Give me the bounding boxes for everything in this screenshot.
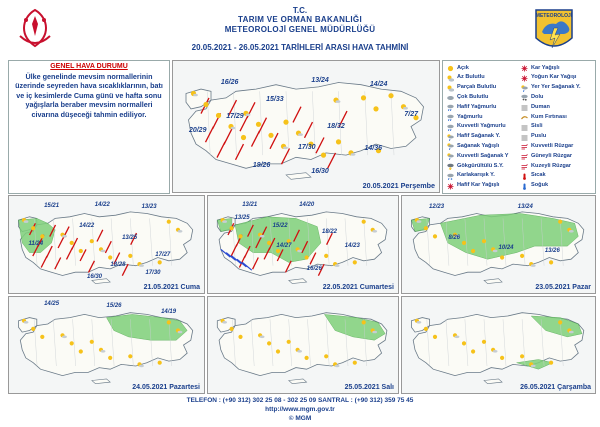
hot-icon — [521, 173, 528, 180]
map-day-2 — [8, 195, 205, 294]
legend-label: Kar Yağışlı — [531, 64, 560, 71]
legend-label: Kuvvetli Rüzgar — [531, 142, 574, 149]
footer-website-link[interactable]: http://www.mgm.gov.tr — [265, 406, 335, 413]
temperature-label: 14/19 — [161, 308, 177, 315]
temperature-label: 15/33 — [266, 96, 284, 104]
temperature-label: 16/30 — [87, 273, 103, 280]
legend-label: Kuvvetli Sağanak Y — [457, 152, 509, 159]
cold-icon — [521, 183, 528, 190]
general-forecast-text: Ülke genelinde mevsim normallerinin üzerinde seyreden hava sıcaklıklarının, batı ve iç kesimlerde Cuma günü ve hafta sonu yağışlarla beraber mevsim normalleri civarına düşeceği tahmin ediliyor. — [15, 72, 163, 119]
legend-label: Kuvvetli Yağmurlu — [457, 123, 506, 130]
legend-label: Karlakarışık Y. — [457, 172, 495, 179]
temperature-label: 13/21 — [242, 201, 258, 208]
temperature-label: 10/24 — [498, 244, 514, 251]
legend-label: Sisli — [531, 123, 543, 130]
turkey-map-graphic — [208, 196, 398, 293]
legend-label: Çok Bulutlu — [457, 93, 489, 100]
legend — [442, 60, 596, 194]
legend-label: Gökgürültülü S.Y. — [457, 162, 504, 169]
shower-icon — [521, 85, 528, 92]
shower-icon — [447, 153, 454, 160]
temperature-label: 11/24 — [28, 240, 44, 247]
meteoroloji-logo-icon — [532, 4, 576, 54]
temperature-label: 14/20 — [299, 201, 315, 208]
map-day-7 — [401, 296, 596, 394]
temperature-label: 13/24 — [517, 203, 533, 210]
temperature-label: 14/36 — [364, 144, 383, 152]
legend-label: Sıcak — [531, 172, 546, 179]
temperature-label: 14/24 — [369, 80, 388, 88]
footer-copyright: © MGM — [288, 415, 312, 422]
map-day-3 — [207, 195, 399, 294]
suncloud-icon — [447, 85, 454, 92]
turkey-map-graphic — [402, 297, 595, 393]
header — [0, 0, 600, 58]
temperature-label: 13/24 — [311, 76, 329, 84]
temperature-label: 8/26 — [448, 234, 460, 241]
temperature-label: 16/26 — [220, 79, 239, 87]
legend-label: Yoğun Kar Yağışı — [531, 74, 577, 81]
map-day-1 — [172, 60, 440, 193]
temperature-label: 17/29 — [226, 113, 244, 121]
legend-label: Az Bulutlu — [457, 74, 485, 81]
legend-label: Güneyli Rüzgar — [531, 152, 573, 159]
map-day-4 — [401, 195, 596, 294]
temperature-label: 14/27 — [276, 242, 292, 249]
shower-icon — [447, 134, 454, 141]
shower-icon — [447, 143, 454, 150]
svg-text:METEOROLOJİ: METEOROLOJİ — [535, 13, 573, 19]
snow-icon — [521, 65, 528, 72]
legend-label: Sağanak Yağışlı — [457, 142, 500, 149]
sand-icon — [521, 114, 528, 121]
wind-icon — [521, 143, 528, 150]
temperature-label: 18/22 — [322, 228, 338, 235]
page-title: 20.05.2021 - 26.05.2021 TARİHLERİ ARASI HAVA TAHMİNİ — [191, 43, 409, 52]
snow-icon — [521, 75, 528, 82]
turkey-map-graphic — [208, 297, 398, 393]
rain-icon — [447, 114, 454, 121]
map-date-label: 20.05.2021 Perşembe — [362, 181, 435, 190]
rain-icon — [447, 124, 454, 131]
sleet-icon — [447, 173, 454, 180]
temperature-label: 16/26 — [306, 265, 322, 272]
legend-label: Açık — [457, 64, 469, 71]
fog-icon — [521, 124, 528, 131]
legend-label: Puslu — [531, 133, 547, 140]
temperature-label: 20/29 — [188, 126, 207, 134]
legend-label: Yağmurlu — [457, 113, 483, 120]
temperature-label: 14/23 — [344, 242, 360, 249]
map-date-label: 26.05.2021 Çarşamba — [520, 384, 591, 391]
header-org2: TARIM VE ORMAN BAKANLIĞI — [238, 15, 362, 24]
temperature-label: 14/22 — [79, 223, 95, 230]
temperature-label: 18/32 — [327, 122, 345, 130]
general-forecast-title: GENEL HAVA DURUMU — [50, 63, 128, 70]
map-date-label: 21.05.2021 Cuma — [143, 284, 200, 291]
snow-icon — [447, 183, 454, 190]
footer-phone: TELEFON : (+90 312) 302 25 08 - 302 25 09 SANTRAL : (+90 312) 359 75 45 — [186, 397, 414, 404]
temperature-label: 13/25 — [234, 215, 250, 222]
map-date-label: 22.05.2021 Cumartesi — [322, 284, 394, 291]
map-date-label: 25.05.2021 Salı — [344, 384, 394, 391]
legend-label: Parçalı Bulutlu — [457, 84, 497, 91]
temperature-label: 13/26 — [544, 248, 560, 255]
temperature-label: 16/30 — [311, 168, 329, 176]
legend-label: Hafif Yağmurlu — [457, 103, 497, 110]
temperature-label: 15/21 — [44, 202, 60, 209]
map-day-6 — [207, 296, 399, 394]
temperature-label: 17/30 — [298, 143, 316, 151]
wind-icon — [521, 163, 528, 170]
legend-label: Kuzeyli Rüzgar — [531, 162, 572, 169]
fog-icon — [521, 134, 528, 141]
legend-label: Hafif Kar Yağışlı — [457, 182, 500, 189]
temperature-label: 17/30 — [145, 269, 161, 276]
temperature-label: 18/28 — [110, 261, 126, 268]
legend-label: Dolu — [531, 93, 544, 100]
header-org3: METEOROLOJİ GENEL MÜDÜRLÜĞÜ — [224, 25, 376, 34]
temperature-label: 13/23 — [141, 203, 157, 210]
temperature-label: 12/23 — [429, 203, 445, 210]
temperature-label: 15/26 — [106, 302, 122, 309]
cloud-icon — [447, 94, 454, 101]
temperature-label: 14/22 — [94, 201, 110, 208]
header-org1: T.C. — [292, 6, 308, 15]
temperature-label: 13/25 — [122, 234, 138, 241]
sun-icon — [447, 65, 454, 72]
suncloud-icon — [447, 75, 454, 82]
turkey-map-graphic — [173, 61, 439, 192]
legend-label: Hafif Sağanak Y. — [457, 133, 501, 140]
legend-label: Yer Yer Sağanak Y. — [531, 84, 581, 91]
map-date-label: 23.05.2021 Pazar — [535, 284, 591, 291]
temperature-label: 17/27 — [155, 252, 171, 259]
map-day-5 — [8, 296, 205, 394]
temperature-label: 7/27 — [404, 110, 419, 118]
fog-icon — [521, 104, 528, 111]
rain-icon — [447, 104, 454, 111]
wind-icon — [521, 153, 528, 160]
general-forecast-box — [8, 60, 170, 194]
hail-icon — [521, 94, 528, 101]
legend-label: Duman — [531, 103, 550, 110]
legend-label: Kum Fırtınası — [531, 113, 567, 120]
temperature-label: 19/26 — [252, 161, 271, 169]
storm-icon — [447, 163, 454, 170]
temperature-label: 15/22 — [272, 223, 288, 230]
map-date-label: 24.05.2021 Pazartesi — [132, 384, 200, 391]
legend-label: Soğuk — [531, 182, 549, 189]
temperature-label: 14/25 — [44, 300, 60, 307]
